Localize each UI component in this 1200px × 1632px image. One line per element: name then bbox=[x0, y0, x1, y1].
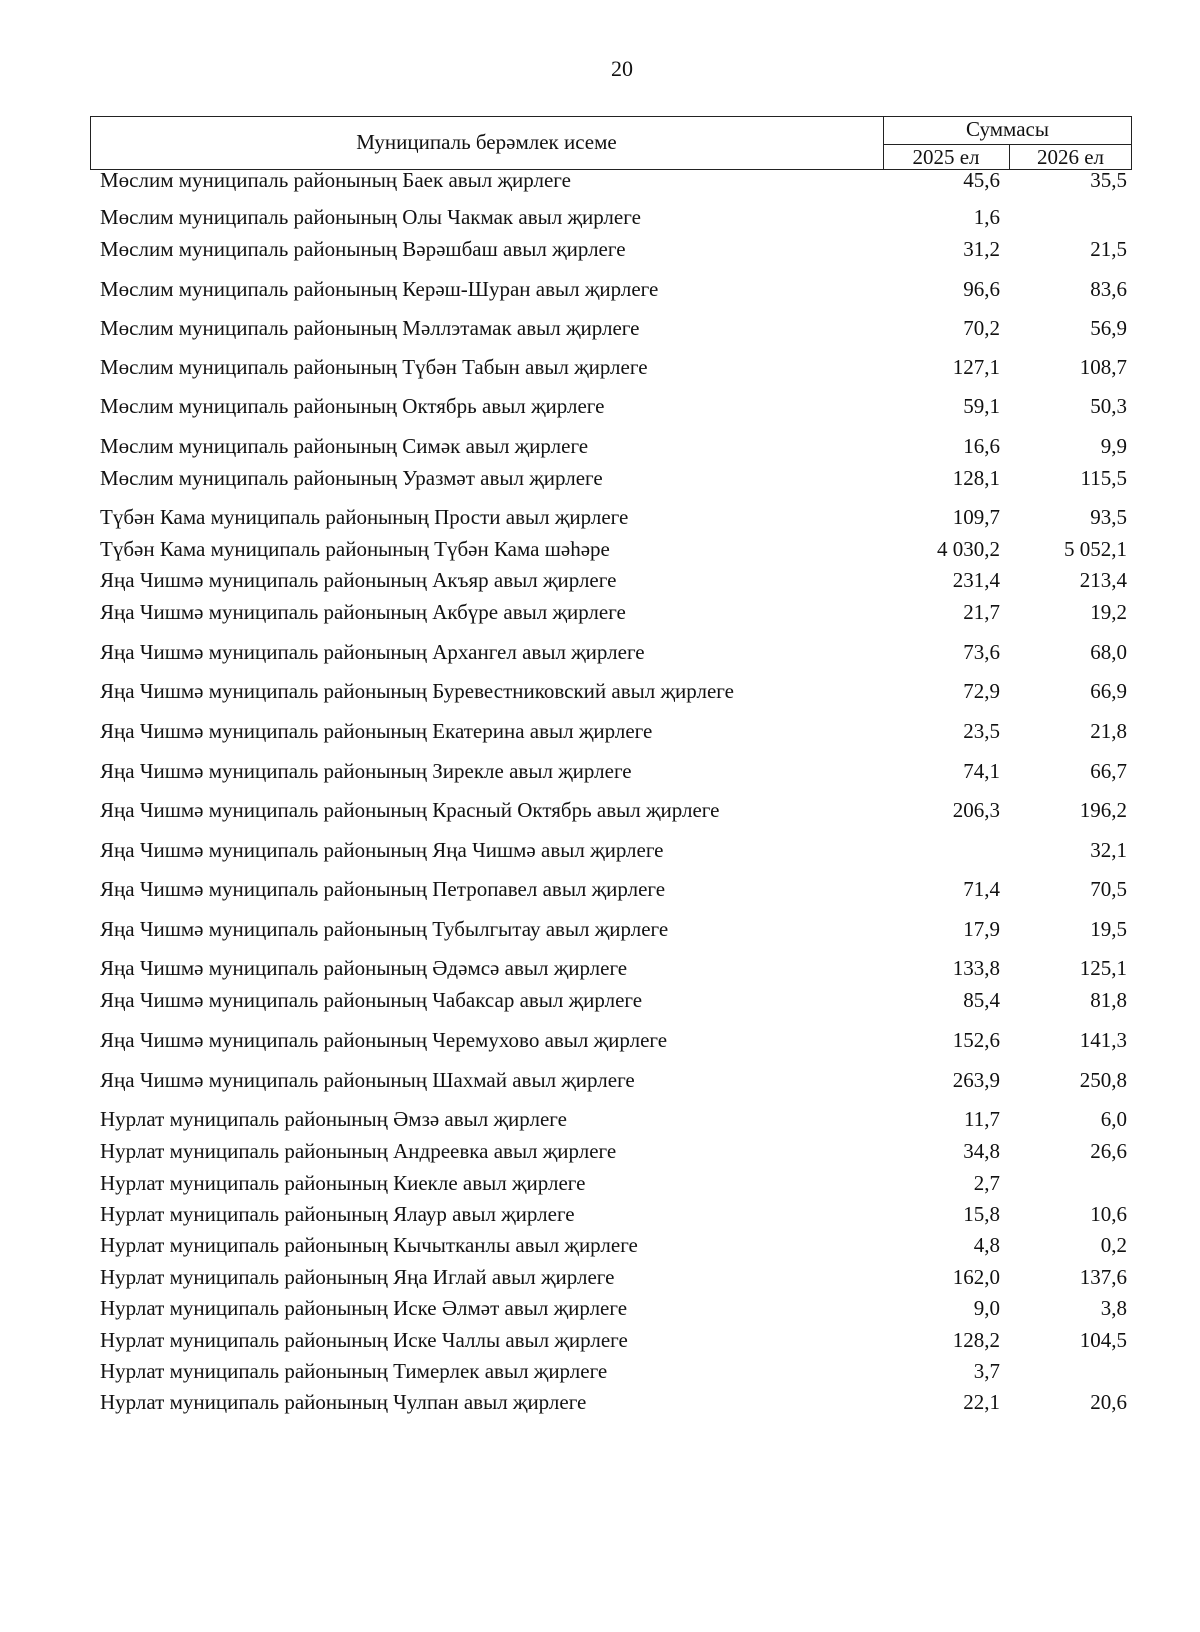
table-row bbox=[0, 1328, 1200, 1356]
municipality-name: Яңа Чишмә муниципаль районының Красный Октябрь авыл җирлеге bbox=[100, 798, 720, 822]
amount-2025: 3,7 bbox=[973, 1359, 1000, 1383]
table-row bbox=[0, 1265, 1200, 1293]
amount-2026: 68,0 bbox=[1090, 640, 1127, 664]
amount-2025: 74,1 bbox=[963, 759, 1000, 783]
amount-2026: 81,8 bbox=[1090, 988, 1127, 1012]
municipality-name: Түбән Кама муниципаль районының Прости авыл җирлеге bbox=[100, 505, 629, 529]
municipality-name: Нурлат муниципаль районының Яңа Иглай авыл җирлеге bbox=[100, 1265, 615, 1289]
table-row bbox=[0, 394, 1200, 422]
municipality-name: Мөслим муниципаль районының Түбән Табын авыл җирлеге bbox=[100, 355, 648, 379]
page-number: 20 bbox=[611, 56, 633, 81]
amount-2025: 2,7 bbox=[973, 1171, 1000, 1195]
amount-2026: 20,6 bbox=[1090, 1390, 1127, 1414]
municipality-name: Яңа Чишмә муниципаль районының Тубылгытау авыл җирлеге bbox=[100, 917, 669, 941]
municipality-name: Яңа Чишмә муниципаль районының Әдәмсә авыл җирлеге bbox=[100, 956, 628, 980]
amount-2025: 45,6 bbox=[963, 168, 1000, 192]
amount-2026: 21,5 bbox=[1090, 237, 1127, 261]
amount-2026: 66,7 bbox=[1090, 759, 1127, 783]
table-row bbox=[0, 205, 1200, 233]
table-row bbox=[0, 798, 1200, 826]
amount-2026: 0,2 bbox=[1100, 1233, 1127, 1257]
amount-2026: 108,7 bbox=[1079, 355, 1127, 379]
table-row bbox=[0, 759, 1200, 787]
amount-2026: 3,8 bbox=[1100, 1296, 1127, 1320]
amount-2025: 1,6 bbox=[973, 205, 1000, 229]
municipality-name: Яңа Чишмә муниципаль районының Яңа Чишмә авыл җирлеге bbox=[100, 838, 664, 862]
column-header-2026: 2026 ел bbox=[1036, 145, 1105, 169]
amount-2025: 15,8 bbox=[963, 1202, 1000, 1226]
table-row bbox=[0, 568, 1200, 596]
amount-2025: 152,6 bbox=[952, 1028, 1000, 1052]
amount-2026: 9,9 bbox=[1100, 434, 1127, 458]
amount-2026: 6,0 bbox=[1100, 1107, 1127, 1131]
municipality-name: Яңа Чишмә муниципаль районының Акбүре авыл җирлеге bbox=[100, 600, 626, 624]
table-row bbox=[0, 1068, 1200, 1096]
table-row bbox=[0, 1296, 1200, 1324]
municipality-name: Яңа Чишмә муниципаль районының Зирекле авыл җирлеге bbox=[100, 759, 632, 783]
amount-2025: 23,5 bbox=[963, 719, 1000, 743]
municipality-name: Яңа Чишмә муниципаль районының Шахмай авыл җирлеге bbox=[100, 1068, 635, 1092]
table-row bbox=[0, 877, 1200, 905]
municipality-name: Мөслим муниципаль районының Мәллэтамак авыл җирлеге bbox=[100, 316, 640, 340]
column-header-name: Муниципаль берәмлек исеме bbox=[356, 130, 617, 154]
amount-2025: 96,6 bbox=[963, 277, 1000, 301]
amount-2025: 70,2 bbox=[963, 316, 1000, 340]
table-row bbox=[0, 956, 1200, 984]
municipality-name: Нурлат муниципаль районының Чулпан авыл җирлеге bbox=[100, 1390, 587, 1414]
table-row bbox=[0, 537, 1200, 565]
amount-2025: 206,3 bbox=[952, 798, 1000, 822]
amount-2026: 19,2 bbox=[1090, 600, 1127, 624]
amount-2025: 21,7 bbox=[963, 600, 1000, 624]
amount-2025: 128,2 bbox=[952, 1328, 1000, 1352]
municipality-name: Мөслим муниципаль районының Октябрь авыл җирлеге bbox=[100, 394, 605, 418]
municipality-name: Нурлат муниципаль районының Андреевка авыл җирлеге bbox=[100, 1139, 617, 1163]
municipality-name: Яңа Чишмә муниципаль районының Буревестниковский авыл җирлеге bbox=[100, 679, 734, 703]
municipality-name: Нурлат муниципаль районының Киекле авыл җирлеге bbox=[100, 1171, 586, 1195]
amount-2026: 56,9 bbox=[1090, 316, 1127, 340]
amount-2025: 59,1 bbox=[963, 394, 1000, 418]
column-header-sums: Суммасы bbox=[966, 117, 1049, 141]
amount-2026: 35,5 bbox=[1090, 168, 1127, 192]
table-row bbox=[0, 1202, 1200, 1230]
amount-2025: 4,8 bbox=[973, 1233, 1000, 1257]
amount-2025: 4 030,2 bbox=[937, 537, 1000, 561]
amount-2026: 10,6 bbox=[1090, 1202, 1127, 1226]
table-row bbox=[0, 719, 1200, 747]
table-row bbox=[0, 1359, 1200, 1387]
municipality-name: Яңа Чишмә муниципаль районының Архангел авыл җирлеге bbox=[100, 640, 645, 664]
amount-2025: 85,4 bbox=[963, 988, 1000, 1012]
amount-2025: 133,8 bbox=[952, 956, 1000, 980]
amount-2026: 26,6 bbox=[1090, 1139, 1127, 1163]
amount-2025: 22,1 bbox=[963, 1390, 1000, 1414]
municipality-name: Нурлат муниципаль районының Тимерлек авыл җирлеге bbox=[100, 1359, 608, 1383]
table-row bbox=[0, 1390, 1200, 1418]
amount-2026: 32,1 bbox=[1090, 838, 1127, 862]
table-row bbox=[0, 355, 1200, 383]
municipality-name: Мөслим муниципаль районының Уразмәт авыл җирлеге bbox=[100, 466, 603, 490]
municipality-name: Түбән Кама муниципаль районының Түбән Кама шәһәре bbox=[100, 537, 610, 561]
amount-2025: 162,0 bbox=[952, 1265, 1000, 1289]
column-header-2025: 2025 ел bbox=[912, 145, 980, 169]
amount-2025: 34,8 bbox=[963, 1139, 1000, 1163]
municipality-name: Яңа Чишмә муниципаль районының Чабаксар авыл җирлеге bbox=[100, 988, 643, 1012]
table-row bbox=[0, 316, 1200, 344]
table-row bbox=[0, 600, 1200, 628]
table-row bbox=[0, 679, 1200, 707]
table-row bbox=[0, 1233, 1200, 1261]
amount-2025: 11,7 bbox=[964, 1107, 1000, 1131]
municipality-name: Яңа Чишмә муниципаль районының Петропавел авыл җирлеге bbox=[100, 877, 666, 901]
amount-2025: 263,9 bbox=[952, 1068, 1000, 1092]
table-row bbox=[0, 466, 1200, 494]
amount-2026: 70,5 bbox=[1090, 877, 1127, 901]
table-row bbox=[0, 505, 1200, 533]
table-row bbox=[0, 237, 1200, 265]
table-row bbox=[0, 640, 1200, 668]
amount-2025: 16,6 bbox=[963, 434, 1000, 458]
municipality-name: Мөслим муниципаль районының Керәш-Шуран авыл җирлеге bbox=[100, 277, 659, 301]
municipality-name: Нурлат муниципаль районының Кычытканлы авыл җирлеге bbox=[100, 1233, 638, 1257]
amount-2025: 71,4 bbox=[963, 877, 1000, 901]
amount-2025: 31,2 bbox=[963, 237, 1000, 261]
municipality-name: Мөслим муниципаль районының Симәк авыл җирлеге bbox=[100, 434, 589, 458]
amount-2026: 5 052,1 bbox=[1064, 537, 1127, 561]
municipality-name: Нурлат муниципаль районының Иске Чаллы авыл җирлеге bbox=[100, 1328, 628, 1352]
table-row bbox=[0, 838, 1200, 866]
municipality-name: Нурлат муниципаль районының Иске Әлмәт авыл җирлеге bbox=[100, 1296, 628, 1320]
amount-2025: 231,4 bbox=[952, 568, 1000, 592]
amount-2026: 83,6 bbox=[1090, 277, 1127, 301]
amount-2025: 9,0 bbox=[973, 1296, 1000, 1320]
amount-2025: 109,7 bbox=[952, 505, 1000, 529]
amount-2025: 128,1 bbox=[952, 466, 1000, 490]
amount-2026: 115,5 bbox=[1080, 466, 1127, 490]
table-row bbox=[0, 434, 1200, 462]
amount-2026: 19,5 bbox=[1090, 917, 1127, 941]
amount-2026: 104,5 bbox=[1079, 1328, 1127, 1352]
municipality-name: Мөслим муниципаль районының Вәрәшбаш авыл җирлеге bbox=[100, 237, 626, 261]
amount-2026: 125,1 bbox=[1079, 956, 1127, 980]
table-row bbox=[0, 168, 1200, 196]
amount-2026: 250,8 bbox=[1079, 1068, 1127, 1092]
table-row bbox=[0, 1028, 1200, 1056]
amount-2026: 93,5 bbox=[1090, 505, 1127, 529]
municipality-name: Яңа Чишмә муниципаль районының Акъяр авыл җирлеге bbox=[100, 568, 617, 592]
municipality-name: Нурлат муниципаль районының Ялаур авыл җирлеге bbox=[100, 1202, 575, 1226]
amount-2025: 17,9 bbox=[963, 917, 1000, 941]
amount-2026: 21,8 bbox=[1090, 719, 1127, 743]
municipality-name: Мөслим муниципаль районының Баек авыл җирлеге bbox=[100, 168, 571, 192]
amount-2026: 196,2 bbox=[1079, 798, 1127, 822]
amount-2025: 127,1 bbox=[952, 355, 1000, 379]
table-row bbox=[0, 917, 1200, 945]
municipality-name: Мөслим муниципаль районының Олы Чакмак авыл җирлеге bbox=[100, 205, 641, 229]
table-row bbox=[0, 988, 1200, 1016]
table-row bbox=[0, 1139, 1200, 1167]
amount-2025: 72,9 bbox=[963, 679, 1000, 703]
table-row bbox=[0, 277, 1200, 305]
amount-2026: 141,3 bbox=[1079, 1028, 1127, 1052]
amount-2026: 50,3 bbox=[1090, 394, 1127, 418]
municipality-name: Яңа Чишмә муниципаль районының Екатерина авыл җирлеге bbox=[100, 719, 653, 743]
amount-2026: 137,6 bbox=[1079, 1265, 1127, 1289]
amount-2026: 66,9 bbox=[1090, 679, 1127, 703]
municipality-name: Яңа Чишмә муниципаль районының Черемухово авыл җирлеге bbox=[100, 1028, 668, 1052]
table-row bbox=[0, 1171, 1200, 1199]
amount-2026: 213,4 bbox=[1079, 568, 1127, 592]
amount-2025: 73,6 bbox=[963, 640, 1000, 664]
table-row bbox=[0, 1107, 1200, 1135]
municipality-name: Нурлат муниципаль районының Әмзә авыл җирлеге bbox=[100, 1107, 567, 1131]
